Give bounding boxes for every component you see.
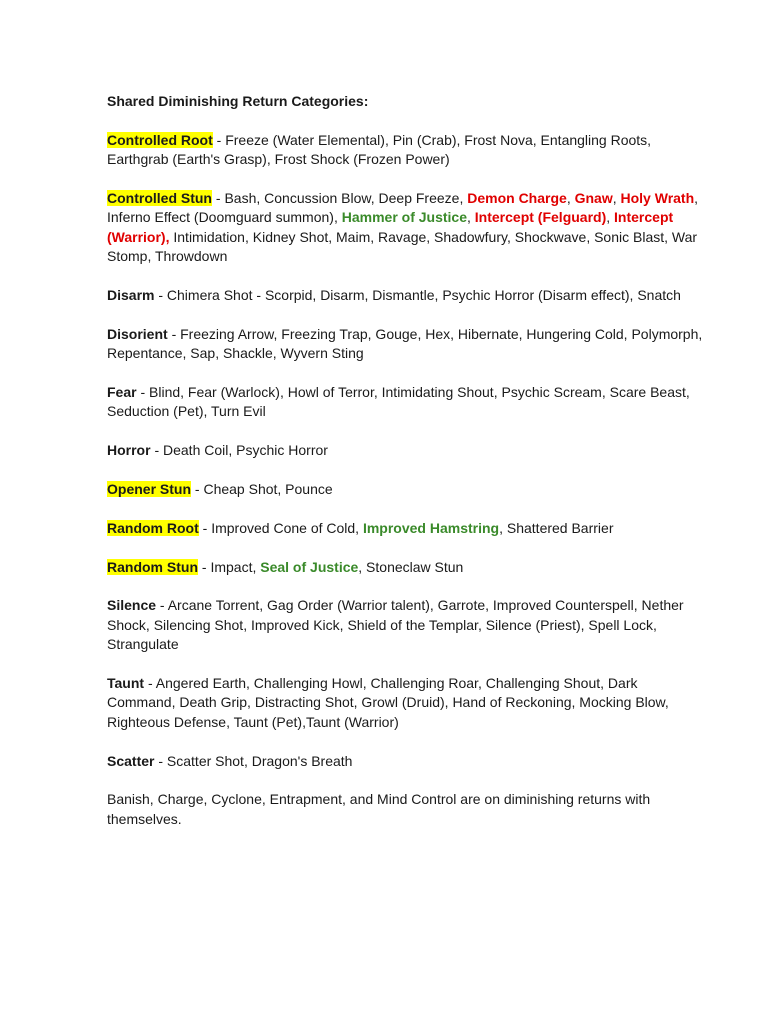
ability-text: - Cheap Shot, Pounce [191,481,333,498]
category-term: Silence [107,597,157,614]
closing-note: Banish, Charge, Cyclone, Entrapment, and Mind Control are on diminishing returns with themselves. [107,791,651,827]
ability-green: Hammer of Justice [341,209,468,226]
ability-red: Intercept (Felguard) [474,209,607,226]
category-paragraph [107,189,708,267]
category-paragraph [107,480,708,499]
ability-text: - Freezing Arrow, Freezing Trap, Gouge, Hex, Hibernate, Hungering Cold, Polymorph, Repentance, Sap, Shackle, Wyvern Sting [107,325,703,362]
category-term: Random Root [107,519,199,536]
category-term: Scatter [107,752,155,769]
ability-text: , [612,190,621,206]
ability-text: - Blind, Fear (Warlock), Howl of Terror, Intimidating Shout, Psychic Scream, Scare Beast, Seduction (Pet), Turn Evil [107,384,690,420]
category-term: Fear [107,384,137,401]
category-term: Random Stun [107,558,198,575]
ability-text: Intimidation, Kidney Shot, Maim, Ravage, Shadowfury, Shockwave, Sonic Blast, War Stomp, Throwdown [107,228,698,265]
ability-text: - Angered Earth, Challenging Howl, Challenging Roar, Challenging Shout, Dark Command, Death Grip, Distracting Shot, Growl (Druid), Hand of Reckoning, Mocking Blow, Righteous Defense, Taunt (Pet),Taunt (Warrior) [107,675,669,730]
ability-text: - Chimera Shot - Scorpid, Disarm, Dismantle, Psychic Horror (Disarm effect), Snatch [154,287,681,304]
ability-green: Seal of Justice [260,558,359,575]
ability-text: - Death Coil, Psychic Horror [150,442,328,459]
category-term: Disarm [107,287,155,304]
category-term: Controlled Root [107,131,213,148]
category-term: Opener Stun [107,481,192,498]
category-term: Taunt [107,675,145,692]
category-paragraph [107,596,708,654]
category-paragraph [107,519,708,538]
document-title: Shared Diminishing Return Categories: [107,93,369,109]
category-paragraph [107,131,708,170]
ability-text: , Shattered Barrier [499,519,614,536]
ability-text: , [606,209,615,226]
ability-text: - Arcane Torrent, Gag Order (Warrior talent), Garrote, Improved Counterspell, Nether Shock, Silencing Shot, Improved Kick, Shield of the Templar, Silence (Priest), Spell Lock, Strangulate [107,597,684,653]
ability-text: , Stoneclaw Stun [358,558,464,575]
ability-text: , [566,190,575,206]
ability-red: Holy Wrath [620,190,695,206]
category-paragraph [107,674,708,732]
category-list [107,131,708,771]
ability-text: , Inferno Effect (Doomguard summon), [107,190,699,226]
ability-text: - Improved Cone of Cold, [198,519,363,536]
ability-text: - Scatter Shot, Dragon's Breath [154,752,353,769]
ability-red: Intercept (Warrior), [107,209,674,245]
ability-text: - Freeze (Water Elemental), Pin (Crab), Frost Nova, Entangling Roots, Earthgrab (Earth's Grasp), Frost Shock (Frozen Power) [107,131,652,168]
ability-text: , [467,209,475,226]
category-term: Horror [107,442,151,459]
ability-red: Gnaw [574,190,613,206]
category-paragraph [107,383,708,422]
category-paragraph [107,558,708,577]
category-paragraph [107,752,708,771]
ability-red: Demon Charge [467,190,567,206]
category-paragraph [107,286,708,305]
category-term: Disorient [107,325,168,342]
category-term: Controlled Stun [107,190,212,206]
ability-text: - Impact, [198,558,261,575]
ability-green: Improved Hamstring [362,519,500,536]
ability-text: - Bash, Concussion Blow, Deep Freeze, [212,190,468,206]
category-paragraph [107,441,708,460]
category-paragraph [107,325,708,364]
